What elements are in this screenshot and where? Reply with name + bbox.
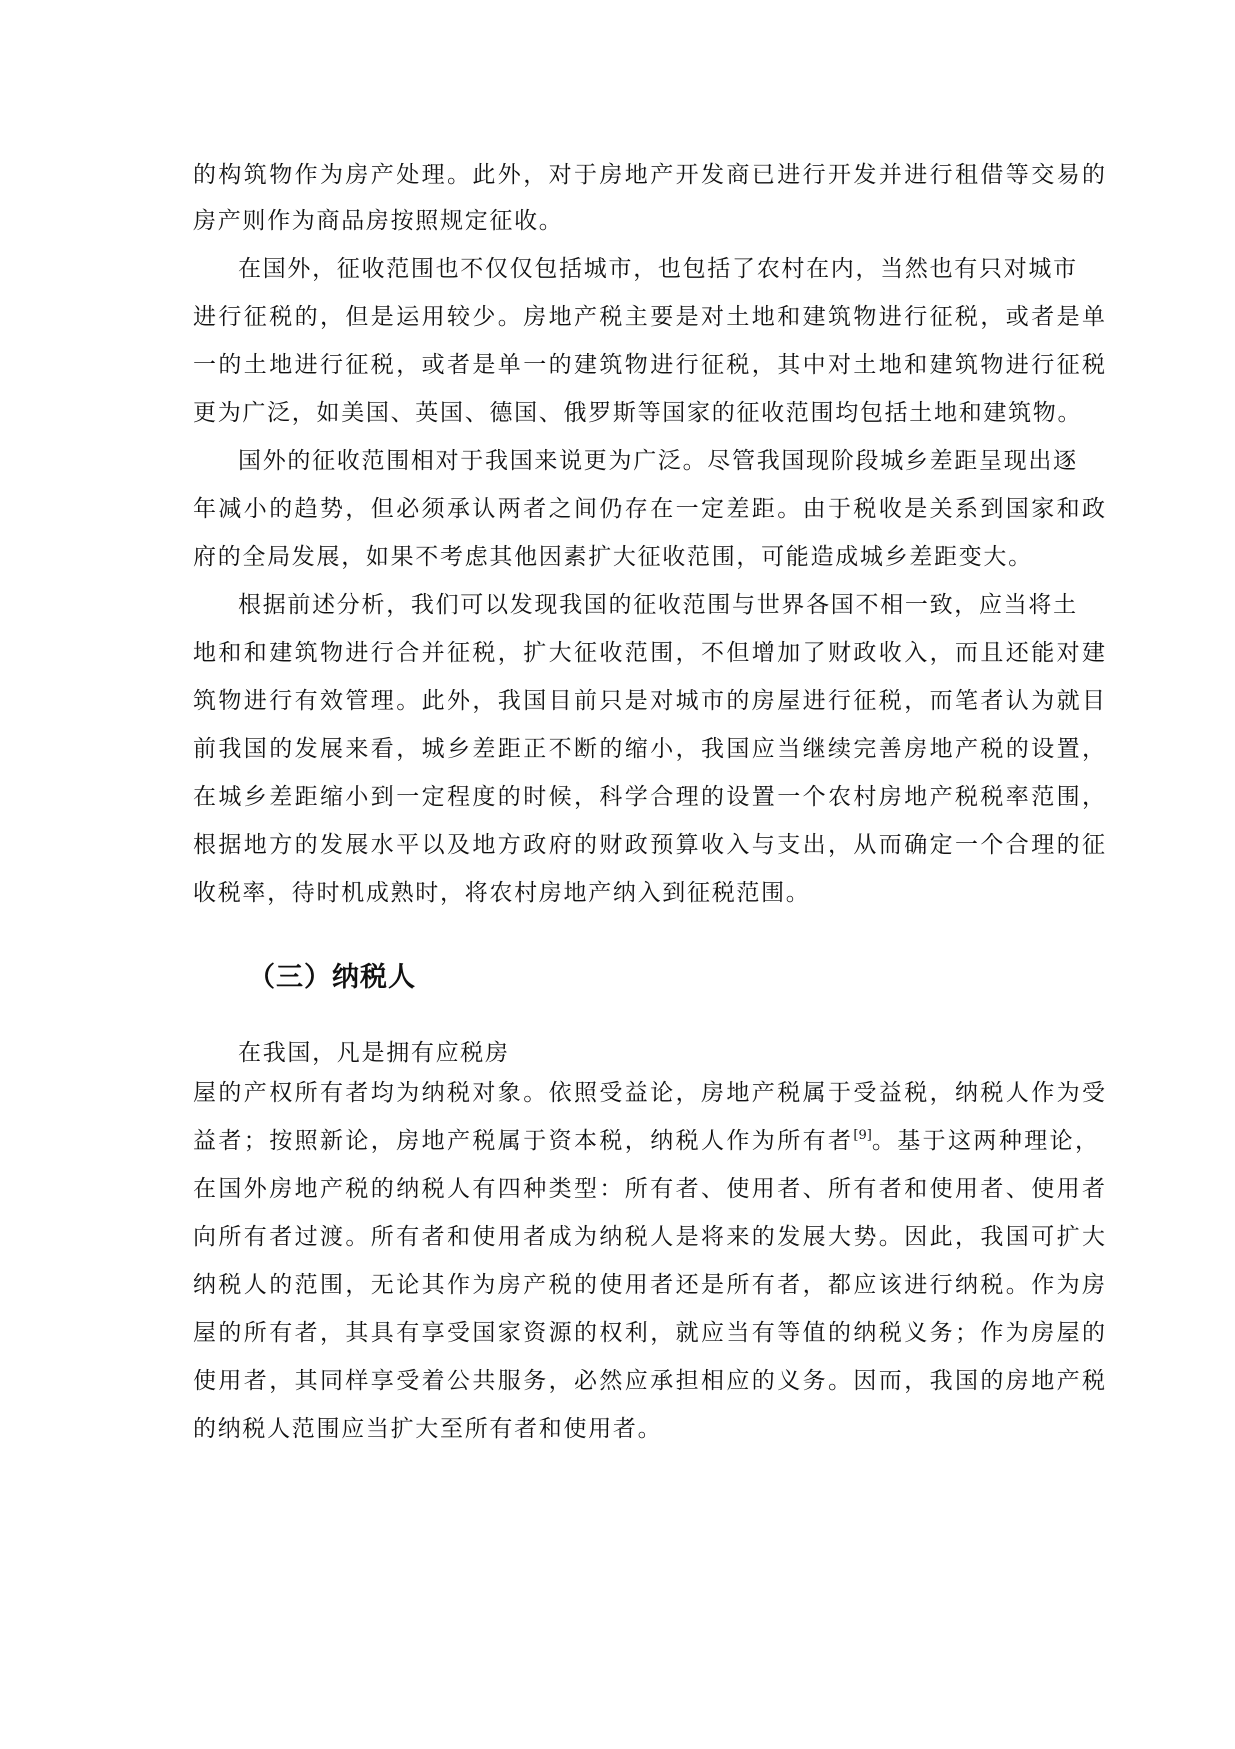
paragraph-line: 前我国的发展来看，城乡差距正不断的缩小，我国应当继续完善房地产税的设置， <box>193 736 1108 762</box>
paragraph-line: 更为广泛，如美国、英国、德国、俄罗斯等国家的征收范围均包括土地和建筑物。 <box>193 400 1083 426</box>
paragraph-line: 国外的征收范围相对于我国来说更为广泛。尽管我国现阶段城乡差距呈现出逐 <box>238 448 1078 474</box>
line-text: 。基于这两种理论， <box>871 1128 1101 1154</box>
paragraph-line: 纳税人的范围，无论其作为房产税的使用者还是所有者，都应该进行纳税。作为房 <box>193 1272 1108 1298</box>
paragraph-line: 使用者，其同样享受着公共服务，必然应承担相应的义务。因而，我国的房地产税 <box>193 1368 1108 1394</box>
paragraph-line: 进行征税的，但是运用较少。房地产税主要是对土地和建筑物进行征税，或者是单 <box>193 304 1108 330</box>
paragraph-line: 筑物进行有效管理。此外，我国目前只是对城市的房屋进行征税，而笔者认为就目 <box>193 688 1108 714</box>
paragraph-line: 在国外房地产税的纳税人有四种类型：所有者、使用者、所有者和使用者、使用者 <box>193 1176 1108 1202</box>
paragraph-line: 屋的所有者，其具有享受国家资源的权利，就应当有等值的纳税义务；作为房屋的 <box>193 1320 1108 1346</box>
paragraph-line: 在国外，征收范围也不仅仅包括城市，也包括了农村在内，当然也有只对城市 <box>238 256 1078 282</box>
paragraph-line: 收税率，待时机成熟时，将农村房地产纳入到征税范围。 <box>193 880 811 906</box>
paragraph-line: 年减小的趋势，但必须承认两者之间仍存在一定差距。由于税收是关系到国家和政 <box>193 496 1108 522</box>
paragraph-line: 的纳税人范围应当扩大至所有者和使用者。 <box>193 1416 663 1442</box>
paragraph-line <box>193 1118 1101 1164</box>
paragraph-line: 在城乡差距缩小到一定程度的时候，科学合理的设置一个农村房地产税税率范围， <box>193 784 1108 810</box>
citation-reference[interactable]: [9] <box>853 1128 872 1143</box>
paragraph-line: 地和和建筑物进行合并征税，扩大征收范围，不但增加了财政收入，而且还能对建 <box>193 640 1108 666</box>
paragraph-line: 屋的产权所有者均为纳税对象。依照受益论，房地产税属于受益税，纳税人作为受 <box>193 1080 1108 1106</box>
paragraph-line: 的构筑物作为房产处理。此外，对于房地产开发商已进行开发并进行租借等交易的 <box>193 162 1108 188</box>
paragraph-line: 一的土地进行征税，或者是单一的建筑物进行征税，其中对土地和建筑物进行征税 <box>193 352 1108 378</box>
paragraph-line: 房产则作为商品房按照规定征收。 <box>193 208 564 234</box>
paragraph-line: 府的全局发展，如果不考虑其他因素扩大征收范围，可能造成城乡差距变大。 <box>193 544 1033 570</box>
line-text: 益者；按照新论，房地产税属于资本税，纳税人作为所有者 <box>193 1128 854 1154</box>
paragraph-line: 在我国，凡是拥有应税房 <box>238 1040 510 1066</box>
paragraph-line: 根据地方的发展水平以及地方政府的财政预算收入与支出，从而确定一个合理的征 <box>193 832 1108 858</box>
section-heading: （三）纳税人 <box>248 962 416 993</box>
paragraph-line: 根据前述分析，我们可以发现我国的征收范围与世界各国不相一致，应当将土 <box>238 592 1078 618</box>
paragraph-line: 向所有者过渡。所有者和使用者成为纳税人是将来的发展大势。因此，我国可扩大 <box>193 1224 1108 1250</box>
